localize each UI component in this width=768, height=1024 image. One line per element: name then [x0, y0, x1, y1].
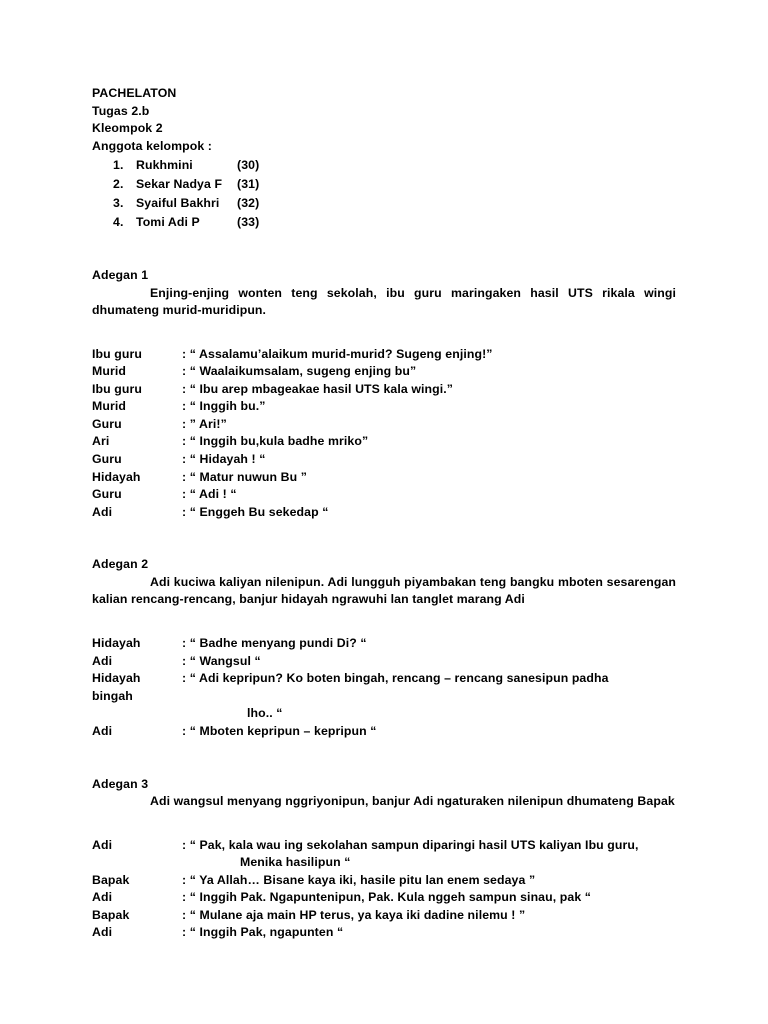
dialogue-line	[92, 398, 676, 416]
dialogue-text: : “ Hidayah ! “	[182, 452, 266, 467]
dialogue-line	[92, 872, 676, 890]
dialogue-line	[92, 469, 676, 487]
dialogue-line	[92, 504, 676, 522]
dialogue-line	[92, 723, 676, 741]
list-item	[92, 194, 676, 213]
speaker-name: Hidayah	[92, 635, 141, 650]
dialogue-line	[92, 433, 676, 451]
speaker-name: Murid	[92, 399, 126, 414]
scene-3-dialogue	[92, 837, 676, 943]
spacer	[92, 320, 676, 346]
speaker-name: Ibu guru	[92, 346, 142, 361]
speaker-name: Adi	[92, 504, 113, 519]
dialogue-text: : “ Pak, kala wau ing sekolahan sampun diparingi hasil UTS kaliyan Ibu guru,	[182, 837, 639, 852]
dialogue-text: : “ Adi ! “	[182, 487, 237, 502]
spacer	[92, 521, 676, 556]
dialogue-line	[92, 346, 676, 364]
members-list	[92, 156, 676, 232]
list-item	[92, 156, 676, 175]
speaker-name: Guru	[92, 452, 122, 467]
list-item	[92, 175, 676, 194]
dialogue-wrap-line: bingah	[92, 688, 133, 703]
dialogue-text: : “ Badhe menyang pundi Di? “	[182, 635, 367, 650]
assignment-label: Tugas 2.b	[92, 103, 150, 118]
scene-1	[92, 267, 676, 521]
dialogue-line	[92, 635, 676, 653]
dialogue-line	[92, 889, 676, 907]
dialogue-text: : “ Waalaikumsalam, sugeng enjing bu”	[182, 364, 417, 379]
dialogue-line	[92, 451, 676, 469]
dialogue-line	[92, 486, 676, 504]
dialogue-continuation-line: Menika hasilipun “	[240, 855, 351, 870]
dialogue-text: : “ Inggih bu,kula badhe mriko”	[182, 434, 369, 449]
dialogue-line	[92, 924, 676, 942]
member-number: 2.	[113, 177, 124, 191]
dialogue-text: : “ Adi kepripun? Ko boten bingah, rencang – rencang sanesipun padha	[182, 671, 609, 686]
member-number: 1.	[113, 158, 124, 172]
dialogue-line-long	[92, 670, 676, 688]
spacer	[92, 232, 676, 267]
member-id: (33)	[237, 215, 260, 229]
dialogue-text: : “ Mboten kepripun – kepripun “	[182, 723, 377, 738]
speaker-name: Ibu guru	[92, 381, 142, 396]
scene-3-intro: Adi wangsul menyang nggriyonipun, banjur Adi ngaturaken nilenipun dhumateng Bapak	[150, 794, 675, 808]
dialogue-text: : “ Assalamu’alaikum murid-murid? Sugeng enjing!”	[182, 346, 493, 361]
scene-2-dialogue	[92, 635, 676, 741]
spacer	[92, 811, 676, 837]
speaker-name: Bapak	[92, 872, 130, 887]
member-number: 4.	[113, 215, 124, 229]
dialogue-text: : ” Ari!”	[182, 416, 227, 431]
speaker-name: Murid	[92, 364, 126, 379]
member-id: (31)	[237, 177, 260, 191]
document-title: PACHELATON	[92, 86, 177, 100]
speaker-name: Adi	[92, 890, 113, 905]
member-name: Syaiful Bakhri	[136, 196, 220, 210]
group-label: Kleompok 2	[92, 121, 163, 135]
speaker-name: Adi	[92, 925, 113, 940]
dialogue-text: : “ Ibu arep mbageakae hasil UTS kala wingi.”	[182, 381, 454, 396]
dialogue-text: : “ Enggeh Bu sekedap “	[182, 504, 329, 519]
speaker-name: Adi	[92, 723, 113, 738]
member-number: 3.	[113, 196, 124, 210]
speaker-name: Hidayah	[92, 469, 141, 484]
dialogue-text: : “ Inggih bu.”	[182, 399, 266, 414]
member-name: Sekar Nadya F	[136, 177, 223, 191]
speaker-name: Guru	[92, 487, 122, 502]
spacer	[92, 609, 676, 635]
dialogue-line	[92, 416, 676, 434]
dialogue-text: : “ Inggih Pak. Ngapuntenipun, Pak. Kula nggeh sampun sinau, pak “	[182, 890, 592, 905]
document-body	[92, 85, 676, 942]
dialogue-text: : “ Mulane aja main HP terus, ya kaya iki dadine nilemu ! ”	[182, 907, 526, 922]
members-label: Anggota kelompok :	[92, 138, 212, 153]
dialogue-line	[92, 907, 676, 925]
dialogue-line	[92, 653, 676, 671]
speaker-name: Hidayah	[92, 671, 141, 686]
dialogue-text: : “ Ya Allah… Bisane kaya iki, hasile pitu lan enem sedaya ”	[182, 872, 536, 887]
scene-2-title: Adegan 2	[92, 557, 149, 572]
list-item	[92, 213, 676, 232]
scene-1-title: Adegan 1	[92, 268, 149, 282]
member-name: Rukhmini	[136, 158, 193, 172]
member-id: (30)	[237, 158, 260, 172]
spacer	[92, 741, 676, 776]
dialogue-continuation-line: lho.. “	[247, 706, 283, 721]
scene-1-intro: Enjing-enjing wonten teng sekolah, ibu guru maringaken hasil UTS rikala wingi dhumateng murid-muridipun.	[92, 285, 676, 317]
scene-3-title: Adegan 3	[92, 776, 149, 791]
scene-1-dialogue	[92, 346, 676, 522]
dialogue-text: : “ Wangsul “	[182, 653, 261, 668]
speaker-name: Bapak	[92, 907, 130, 922]
scene-3	[92, 776, 676, 943]
member-name: Tomi Adi P	[136, 215, 200, 229]
scene-2-intro: Adi kuciwa kaliyan nilenipun. Adi lungguh piyambakan teng bangku mboten sesarengan kalian rencang-rencang, banjur hidayah ngrawuhi lan tanglet marang Adi	[92, 574, 676, 607]
dialogue-line	[92, 381, 676, 399]
member-id: (32)	[237, 196, 260, 210]
speaker-name: Ari	[92, 434, 110, 449]
speaker-name: Adi	[92, 653, 113, 668]
scene-2	[92, 556, 676, 740]
dialogue-text: : “ Matur nuwun Bu ”	[182, 469, 307, 484]
dialogue-text: : “ Inggih Pak, ngapunten “	[182, 925, 344, 940]
dialogue-line-long	[92, 837, 676, 855]
dialogue-line	[92, 363, 676, 381]
speaker-name: Adi	[92, 837, 113, 852]
speaker-name: Guru	[92, 416, 122, 431]
